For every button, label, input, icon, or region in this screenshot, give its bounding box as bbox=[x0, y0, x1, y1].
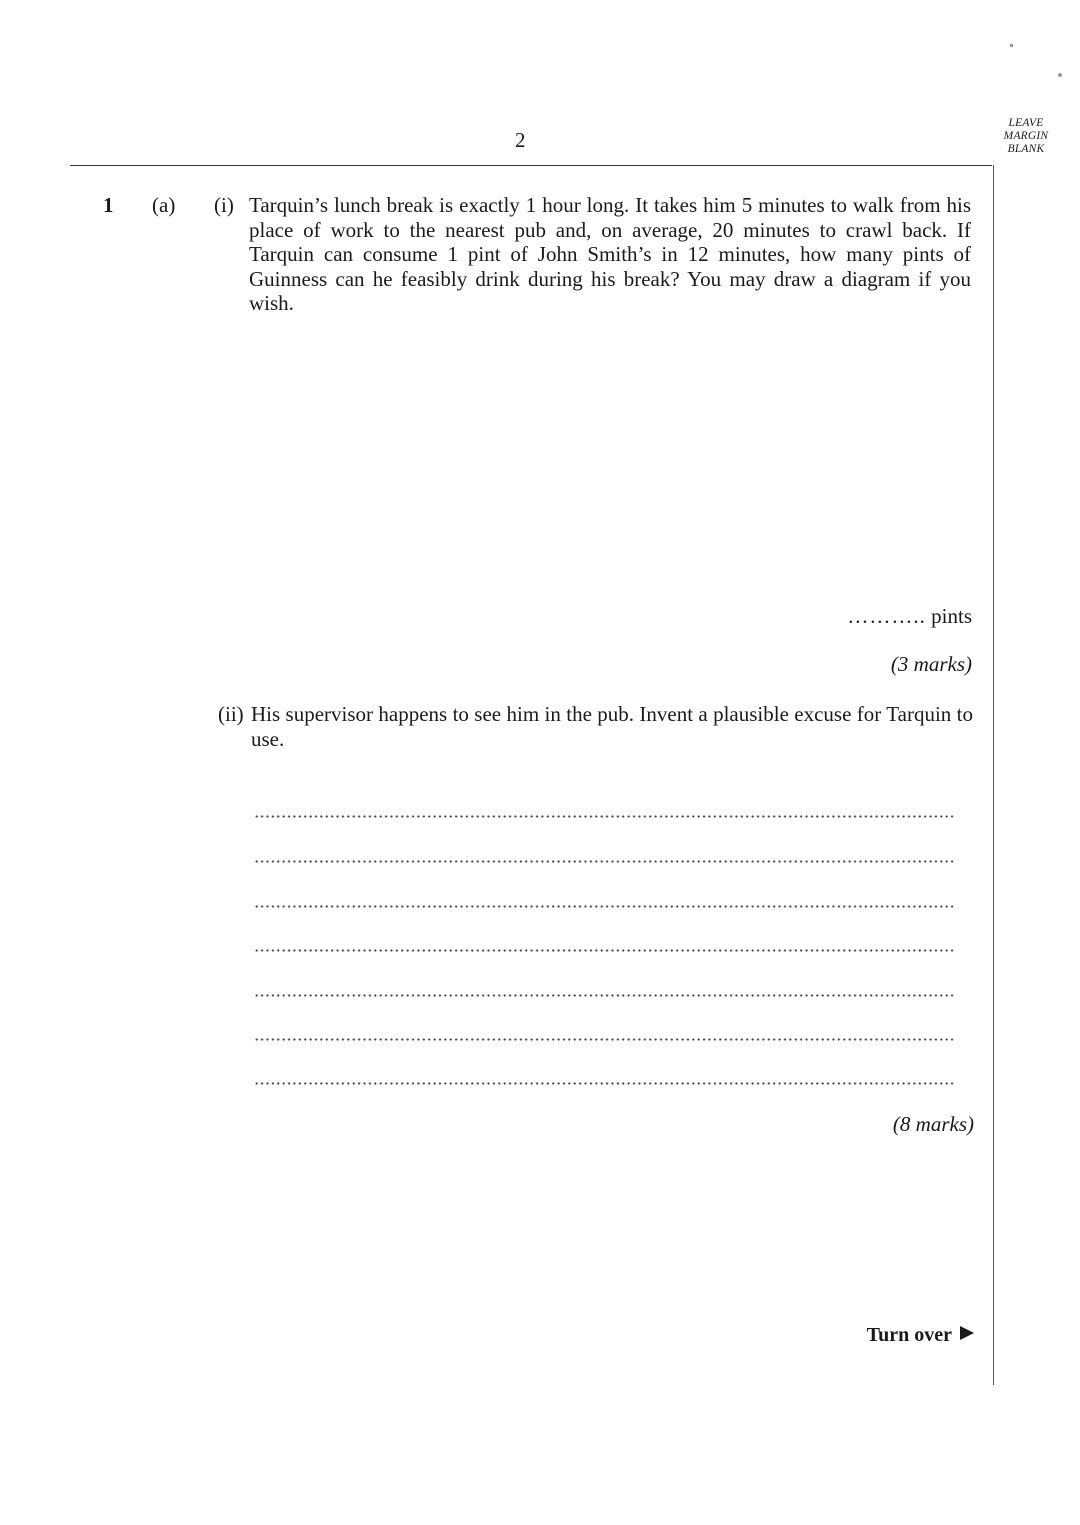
marks-label: (8 marks) bbox=[892, 1112, 974, 1136]
scan-artifact bbox=[1010, 44, 1013, 47]
turn-over-label: Turn over bbox=[866, 1324, 952, 1346]
subquestion-ii-text: His supervisor happens to see him in the pub. Invent a plausible excuse for Tarquin to use. bbox=[251, 702, 973, 751]
answer-line[interactable] bbox=[254, 1082, 956, 1085]
marks-label: (3 marks) bbox=[890, 652, 972, 676]
margin-note bbox=[996, 117, 1056, 156]
answer-line[interactable] bbox=[254, 994, 956, 997]
answer-line[interactable] bbox=[254, 905, 956, 908]
answer-dots: ……….. bbox=[847, 604, 926, 628]
scan-artifact bbox=[1058, 73, 1062, 77]
answer-line[interactable] bbox=[254, 860, 956, 863]
subquestion-i-text: Tarquin’s lunch break is exactly 1 hour long. It takes him 5 minutes to walk from his place of work to the nearest pub and, on average, 20 minutes to crawl back. If Tarquin can consume 1 pint of John Smith’s in 12 minutes, how many pints of Guinness can he feasibly drink during his break? You may draw a diagram if you wish. bbox=[249, 193, 971, 315]
answer-line[interactable] bbox=[254, 1038, 956, 1041]
answer-line[interactable] bbox=[254, 815, 956, 818]
page-number: 2 bbox=[515, 128, 526, 152]
subquestion-ii-label: (ii) bbox=[218, 702, 244, 726]
answer-field-pints[interactable] bbox=[760, 604, 972, 629]
margin-rule bbox=[993, 165, 994, 1385]
answer-line[interactable] bbox=[254, 949, 956, 952]
turn-over-prompt bbox=[820, 1324, 974, 1347]
header-rule bbox=[70, 165, 992, 166]
play-arrow-icon bbox=[960, 1326, 974, 1340]
margin-note-line: MARGIN bbox=[1003, 130, 1049, 142]
margin-note-line: LEAVE bbox=[1008, 117, 1044, 129]
subquestion-i-label: (i) bbox=[214, 193, 234, 217]
answer-unit: pints bbox=[931, 604, 972, 628]
question-number: 1 bbox=[103, 193, 114, 217]
question-part-label: (a) bbox=[152, 193, 176, 217]
margin-note-line: BLANK bbox=[1007, 143, 1045, 155]
